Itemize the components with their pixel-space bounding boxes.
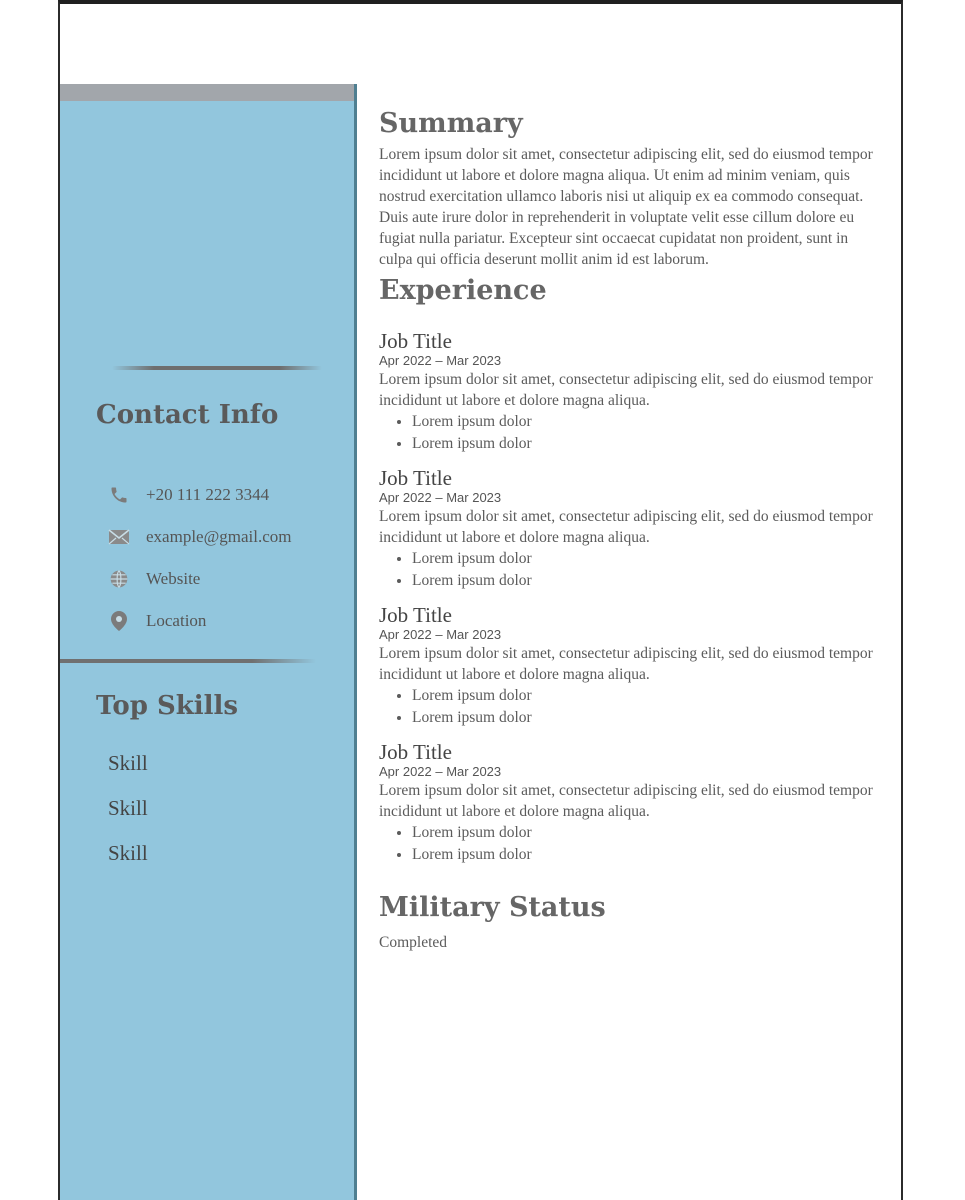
phone-icon (108, 484, 130, 506)
job-description: Lorem ipsum dolor sit amet, consectetur adipiscing elit, sed do eiusmod tempor incididunt ut labore et dolore magna aliqua. (379, 371, 873, 409)
military-status-heading: Military Status (379, 892, 606, 923)
skill-item: Skill (108, 796, 148, 820)
job-bullets (379, 822, 879, 866)
sidebar-divider (60, 659, 316, 663)
job-description: Lorem ipsum dolor sit amet, consectetur adipiscing elit, sed do eiusmod tempor incididunt ut labore et dolore magna aliqua. (379, 782, 873, 820)
contact-item-email (108, 516, 291, 558)
military-status-text: Completed (379, 934, 448, 951)
website-link[interactable]: Website (146, 569, 201, 588)
job-dates: Apr 2022 – Mar 2023 (379, 764, 502, 779)
top-skills-heading: Top Skills (96, 691, 238, 721)
job-bullets (379, 411, 879, 455)
job-entry (379, 329, 879, 455)
sidebar-top-bar (60, 84, 354, 101)
contact-item-website (108, 558, 291, 600)
job-entry (379, 466, 879, 592)
skill-item: Skill (108, 841, 148, 865)
job-dates: Apr 2022 – Mar 2023 (379, 490, 502, 505)
contact-info-heading: Contact Info (96, 400, 279, 430)
job-bullet: • Lorem ipsum dolor (412, 548, 879, 570)
job-bullet: • Lorem ipsum dolor (412, 685, 879, 707)
location-icon (108, 610, 130, 632)
skill-item: Skill (108, 751, 148, 775)
job-bullet: • Lorem ipsum dolor (412, 411, 879, 433)
job-bullet: • Lorem ipsum dolor (412, 707, 879, 729)
contact-list (108, 474, 291, 642)
job-bullet: • Lorem ipsum dolor (412, 844, 879, 866)
job-bullets (379, 548, 879, 592)
email-icon (108, 526, 130, 548)
summary-heading: Summary (379, 108, 523, 139)
contact-item-phone (108, 474, 291, 516)
contact-item-location (108, 600, 291, 642)
phone-number[interactable]: +20 111 222 3344 (146, 485, 270, 504)
job-bullet: • Lorem ipsum dolor (412, 570, 879, 592)
job-title: Job Title (379, 740, 452, 764)
main-content (379, 108, 879, 953)
email-address[interactable]: example@gmail.com (146, 527, 292, 546)
experience-heading: Experience (379, 275, 547, 306)
job-title: Job Title (379, 329, 452, 353)
skills-list (108, 748, 148, 883)
job-bullet: • Lorem ipsum dolor (412, 433, 879, 455)
sidebar (60, 84, 357, 1200)
job-entry (379, 740, 879, 866)
job-description: Lorem ipsum dolor sit amet, consectetur adipiscing elit, sed do eiusmod tempor incididunt ut labore et dolore magna aliqua. (379, 645, 873, 683)
job-dates: Apr 2022 – Mar 2023 (379, 353, 502, 368)
job-bullet: • Lorem ipsum dolor (412, 822, 879, 844)
sidebar-divider (112, 366, 322, 370)
location-text: Location (146, 611, 207, 630)
job-dates: Apr 2022 – Mar 2023 (379, 627, 502, 642)
job-entry (379, 603, 879, 729)
globe-icon (108, 568, 130, 590)
summary-text: Lorem ipsum dolor sit amet, consectetur adipiscing elit, sed do eiusmod tempor incididunt ut labore et dolore magna aliqua. Ut enim ad minim veniam, quis nostrud exercitation ullamco laboris nisi ut aliquip ex ea commodo consequat. Duis aute irure dolor in reprehenderit in voluptate velit esse cillum dolore eu fugiat nulla pariatur. Excepteur sint occaecat cupidatat non proident, sunt in culpa qui officia deserunt mollit anim id est laborum. (379, 146, 873, 268)
job-title: Job Title (379, 603, 452, 627)
job-bullets (379, 685, 879, 729)
job-description: Lorem ipsum dolor sit amet, consectetur adipiscing elit, sed do eiusmod tempor incididunt ut labore et dolore magna aliqua. (379, 508, 873, 546)
job-title: Job Title (379, 466, 452, 490)
